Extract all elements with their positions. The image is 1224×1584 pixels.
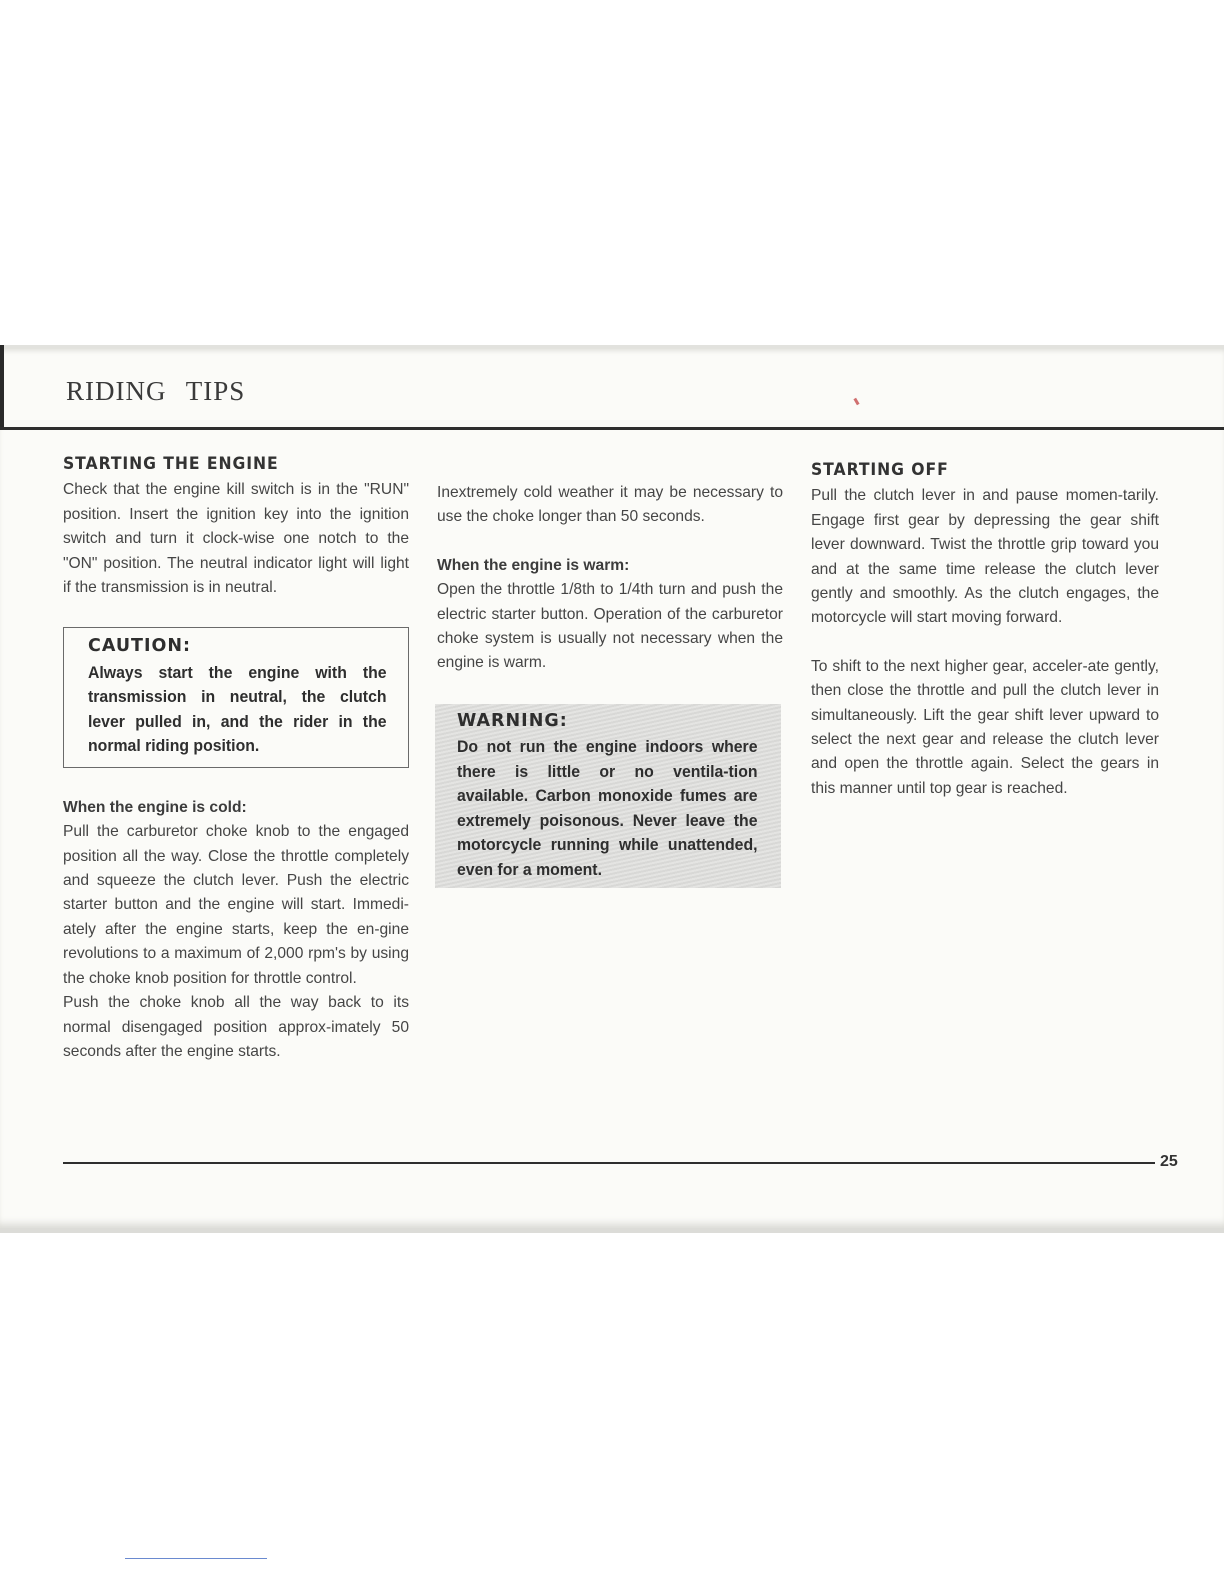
cold-engine-text: Pull the carburetor choke knob to the engaged position all the way. Close the throttle completely and squeeze the clutch lever. Push the electric starter button and the engine will start. Immedi-ately after the engine starts, keep the en-gine revolutions to a maximum of 2,000 rpm's by using the choke knob position for throttle control. (63, 823, 409, 987)
bottom-artifact-line (125, 1558, 267, 1559)
starting-engine-intro: Check that the engine kill switch is in the "RUN" position. Insert the ignition key into the ignition switch and turn it clock-wise one notch to the "ON" position. The neutral indicator light will light if the transmission is in neutral. (63, 481, 409, 597)
cold-weather-text: Inextremely cold weather it may be necessary to use the choke longer than 50 seconds. (437, 484, 783, 526)
title-rule (0, 427, 1224, 430)
warning-title: WARNING: (457, 710, 568, 731)
column-engine-conditions (437, 481, 783, 888)
column-starting-off (811, 458, 1159, 801)
cold-engine-heading: When the engine is cold: (63, 798, 247, 816)
section-heading-starting-the-engine: STARTING THE ENGINE (63, 454, 279, 474)
section-heading-starting-off: STARTING OFF (811, 460, 949, 480)
starting-off-para-1: Pull the clutch lever in and pause momen-tarily. Engage first gear by depressing the gear shift lever downward. Twist the throttle grip toward you and at the same time release the clutch lever gently and smoothly. As the clutch engages, the motorcycle will start moving forward. (811, 487, 1159, 627)
page-title: RIDING TIPS (66, 376, 246, 406)
caution-title: CAUTION: (88, 636, 192, 657)
caution-text: Always start the engine with the transmission in neutral, the clutch lever pulled in, and the rider in the normal riding position. (88, 662, 387, 756)
page-left-edge (0, 345, 4, 427)
warning-text: Do not run the engine indoors where there is little or no ventila-tion available. Carbon monoxide fumes are extremely poisonous. Never leave the motorcycle running while unattended, even for a moment. (457, 737, 758, 879)
caution-box (63, 627, 409, 767)
warm-engine-text: Open the throttle 1/8th to 1/4th turn and push the electric starter button. Operation of the carburetor choke system is usually not necessary when the engine is warm. (437, 581, 783, 672)
warm-engine-heading: When the engine is warm: (437, 556, 630, 574)
column-starting-the-engine (63, 452, 409, 1064)
footer-rule (63, 1162, 1155, 1164)
warning-box (435, 704, 781, 888)
page-number: 25 (1160, 1153, 1178, 1170)
choke-release-text: Push the choke knob all the way back to its normal disengaged position approx-imately 50 seconds after the engine starts. (63, 994, 409, 1060)
starting-off-para-2: To shift to the next higher gear, acceler-ate gently, then close the throttle and pull the clutch lever in simultaneously. Lift the gear shift lever upward to select the next gear and release the clutch lever and open the throttle again. Select the gears in this manner until top gear is reached. (811, 657, 1159, 797)
